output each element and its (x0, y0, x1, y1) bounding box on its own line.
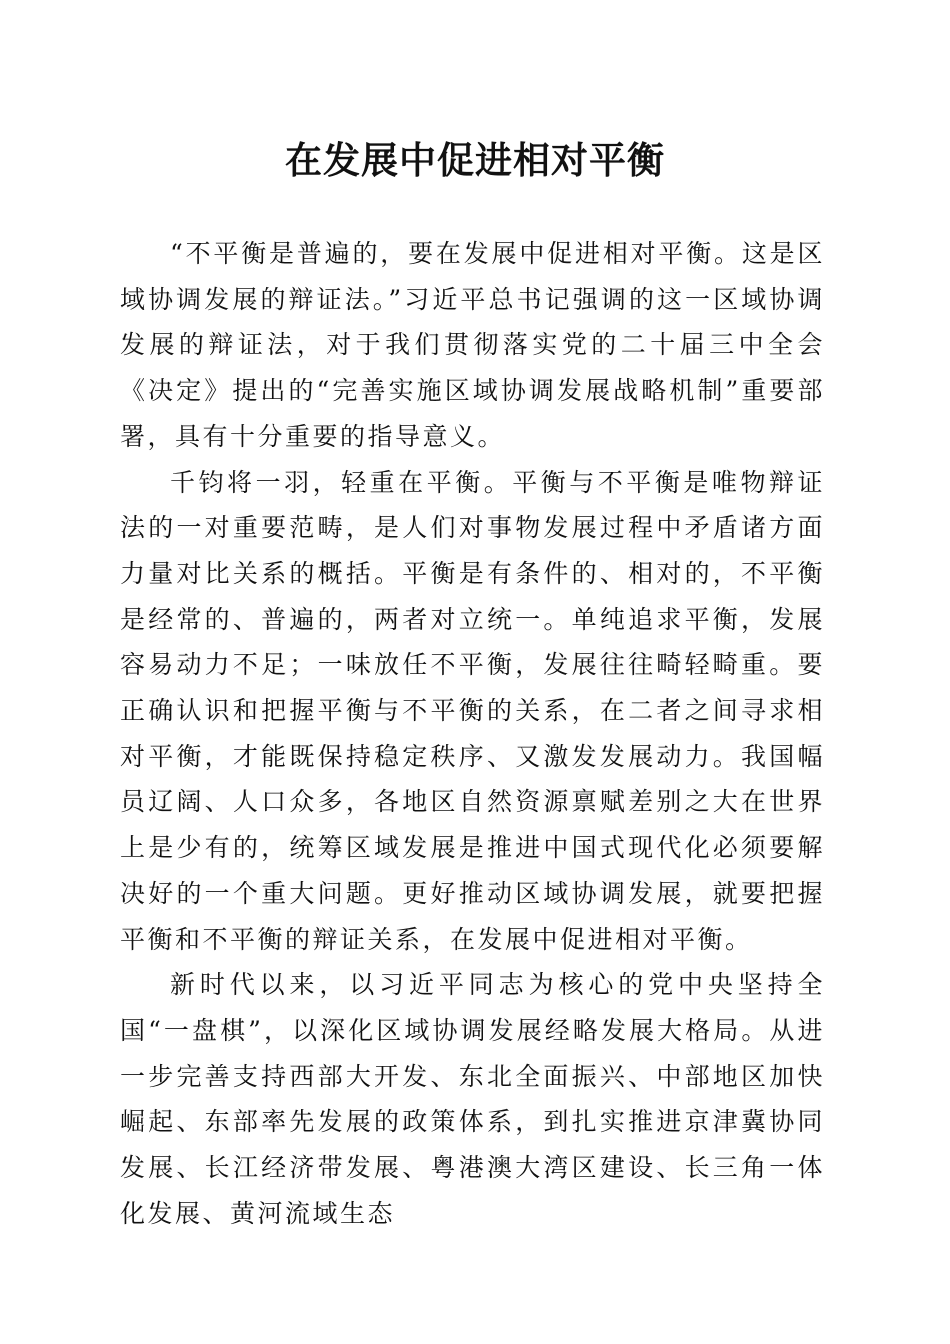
paragraph-3: 新时代以来，以习近平同志为核心的党中央坚持全国“一盘棋”，以深化区域协调发展经略发展大格局。从进一步完善支持西部大开发、东北全面振兴、中部地区加快崛起、东部率先发展的政策体系，到扎实推进京津冀协同发展、长江经济带发展、粤港澳大湾区建设、长三角一体化发展、黄河流域生态 (120, 970, 825, 1228)
document-title: 在发展中促进相对平衡 (285, 138, 665, 182)
document-body (120, 231, 825, 1236)
paragraph-1: “不平衡是普遍的，要在发展中促进相对平衡。这是区域协调发展的辩证法。”习近平总书记强调的这一区域协调发展的辩证法，对于我们贯彻落实党的二十届三中全会《决定》提出的“完善实施区域协调发展战略机制”重要部署，具有十分重要的指导意义。 (120, 239, 825, 451)
paragraph-2: 千钧将一羽，轻重在平衡。平衡与不平衡是唯物辩证法的一对重要范畴，是人们对事物发展过程中矛盾诸方面力量对比关系的概括。平衡是有条件的、相对的，不平衡是经常的、普遍的，两者对立统一。单纯追求平衡，发展容易动力不足；一味放任不平衡，发展往往畸轻畸重。要正确认识和把握平衡与不平衡的关系，在二者之间寻求相对平衡，才能既保持稳定秩序、又激发发展动力。我国幅员辽阔、人口众多，各地区自然资源禀赋差别之大在世界上是少有的，统筹区域发展是推进中国式现代化必须要解决好的一个重大问题。更好推动区域协调发展，就要把握平衡和不平衡的辩证关系，在发展中促进相对平衡。 (120, 467, 825, 954)
